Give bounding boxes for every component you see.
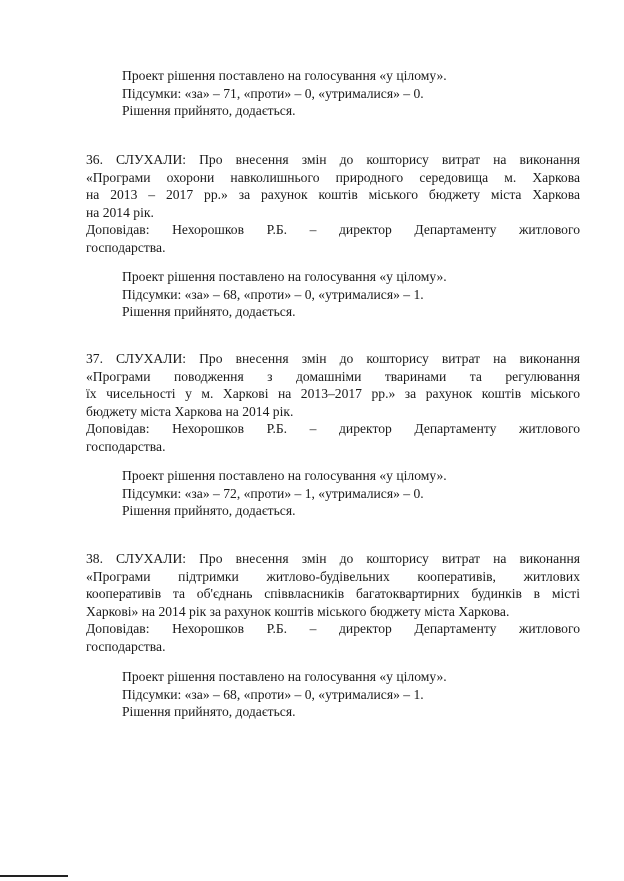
- item-text-line: їх чисельності у м. Харкові на 2013–2017 рр.» за рахунок коштів міського: [86, 386, 580, 401]
- item-text-line: на 2014 рік.: [86, 204, 154, 220]
- vote-decision-line: Рішення прийнято, додається.: [122, 103, 296, 118]
- vote-results-line: Підсумки: «за» – 68, «проти» – 0, «утрималися» – 1.: [122, 286, 424, 302]
- item-text-line: бюджету міста Харкова на 2014 рік.: [86, 403, 294, 419]
- vote-results-line: Підсумки: «за» – 71, «проти» – 0, «утрималися» – 0.: [122, 85, 424, 101]
- item-36-heard: [86, 151, 580, 256]
- item-speaker-dept-line: господарства.: [86, 438, 166, 454]
- item-38-heard: [86, 550, 580, 655]
- item-37-heard: [86, 350, 580, 455]
- item-36-vote: [122, 268, 582, 321]
- vote-block-top: [122, 67, 582, 120]
- item-text-line: «Програми підтримки житлово-будівельних кооперативів, житлових: [86, 568, 580, 584]
- item-text-line: «Програми поводження з домашніми тваринами та регулювання: [86, 368, 580, 384]
- item-speaker-dept-line: господарства.: [86, 239, 166, 255]
- item-37-vote: [122, 467, 582, 520]
- scan-edge-mark: [0, 875, 68, 877]
- item-text-line: Харкові» на 2014 рік за рахунок коштів міського бюджету міста Харкова.: [86, 603, 510, 619]
- vote-proposal-line: Проект рішення поставлено на голосування «у цілому».: [122, 468, 447, 483]
- vote-proposal-line: Проект рішення поставлено на голосування «у цілому».: [122, 269, 447, 284]
- vote-decision-line: Рішення прийнято, додається.: [122, 503, 296, 518]
- vote-decision-line: Рішення прийнято, додається.: [122, 704, 296, 719]
- vote-proposal-line: Проект рішення поставлено на голосування «у цілому».: [122, 68, 447, 83]
- item-speaker-line: Доповідав: Нехорошков Р.Б. – директор Департаменту житлового: [86, 222, 580, 237]
- item-speaker-line: Доповідав: Нехорошков Р.Б. – директор Департаменту житлового: [86, 621, 580, 636]
- item-text-line: кооперативів та об'єднань співвласників багатоквартирних будинків в місті: [86, 586, 580, 601]
- item-heading-line: 36. СЛУХАЛИ: Про внесення змін до кошторису витрат на виконання: [86, 152, 580, 167]
- vote-results-line: Підсумки: «за» – 68, «проти» – 0, «утрималися» – 1.: [122, 686, 424, 702]
- item-heading-line: 38. СЛУХАЛИ: Про внесення змін до кошторису витрат на виконання: [86, 551, 580, 566]
- vote-proposal-line: Проект рішення поставлено на голосування «у цілому».: [122, 669, 447, 684]
- item-text-line: на 2013 – 2017 рр.» за рахунок коштів міського бюджету міста Харкова: [86, 187, 580, 202]
- item-text-line: «Програми охорони навколишнього природного середовища м. Харкова: [86, 169, 580, 185]
- item-38-vote: [122, 668, 582, 721]
- item-speaker-line: Доповідав: Нехорошков Р.Б. – директор Департаменту житлового: [86, 421, 580, 436]
- vote-decision-line: Рішення прийнято, додається.: [122, 304, 296, 319]
- item-heading-line: 37. СЛУХАЛИ: Про внесення змін до кошторису витрат на виконання: [86, 351, 580, 366]
- vote-results-line: Підсумки: «за» – 72, «проти» – 1, «утрималися» – 0.: [122, 485, 424, 501]
- item-speaker-dept-line: господарства.: [86, 638, 166, 654]
